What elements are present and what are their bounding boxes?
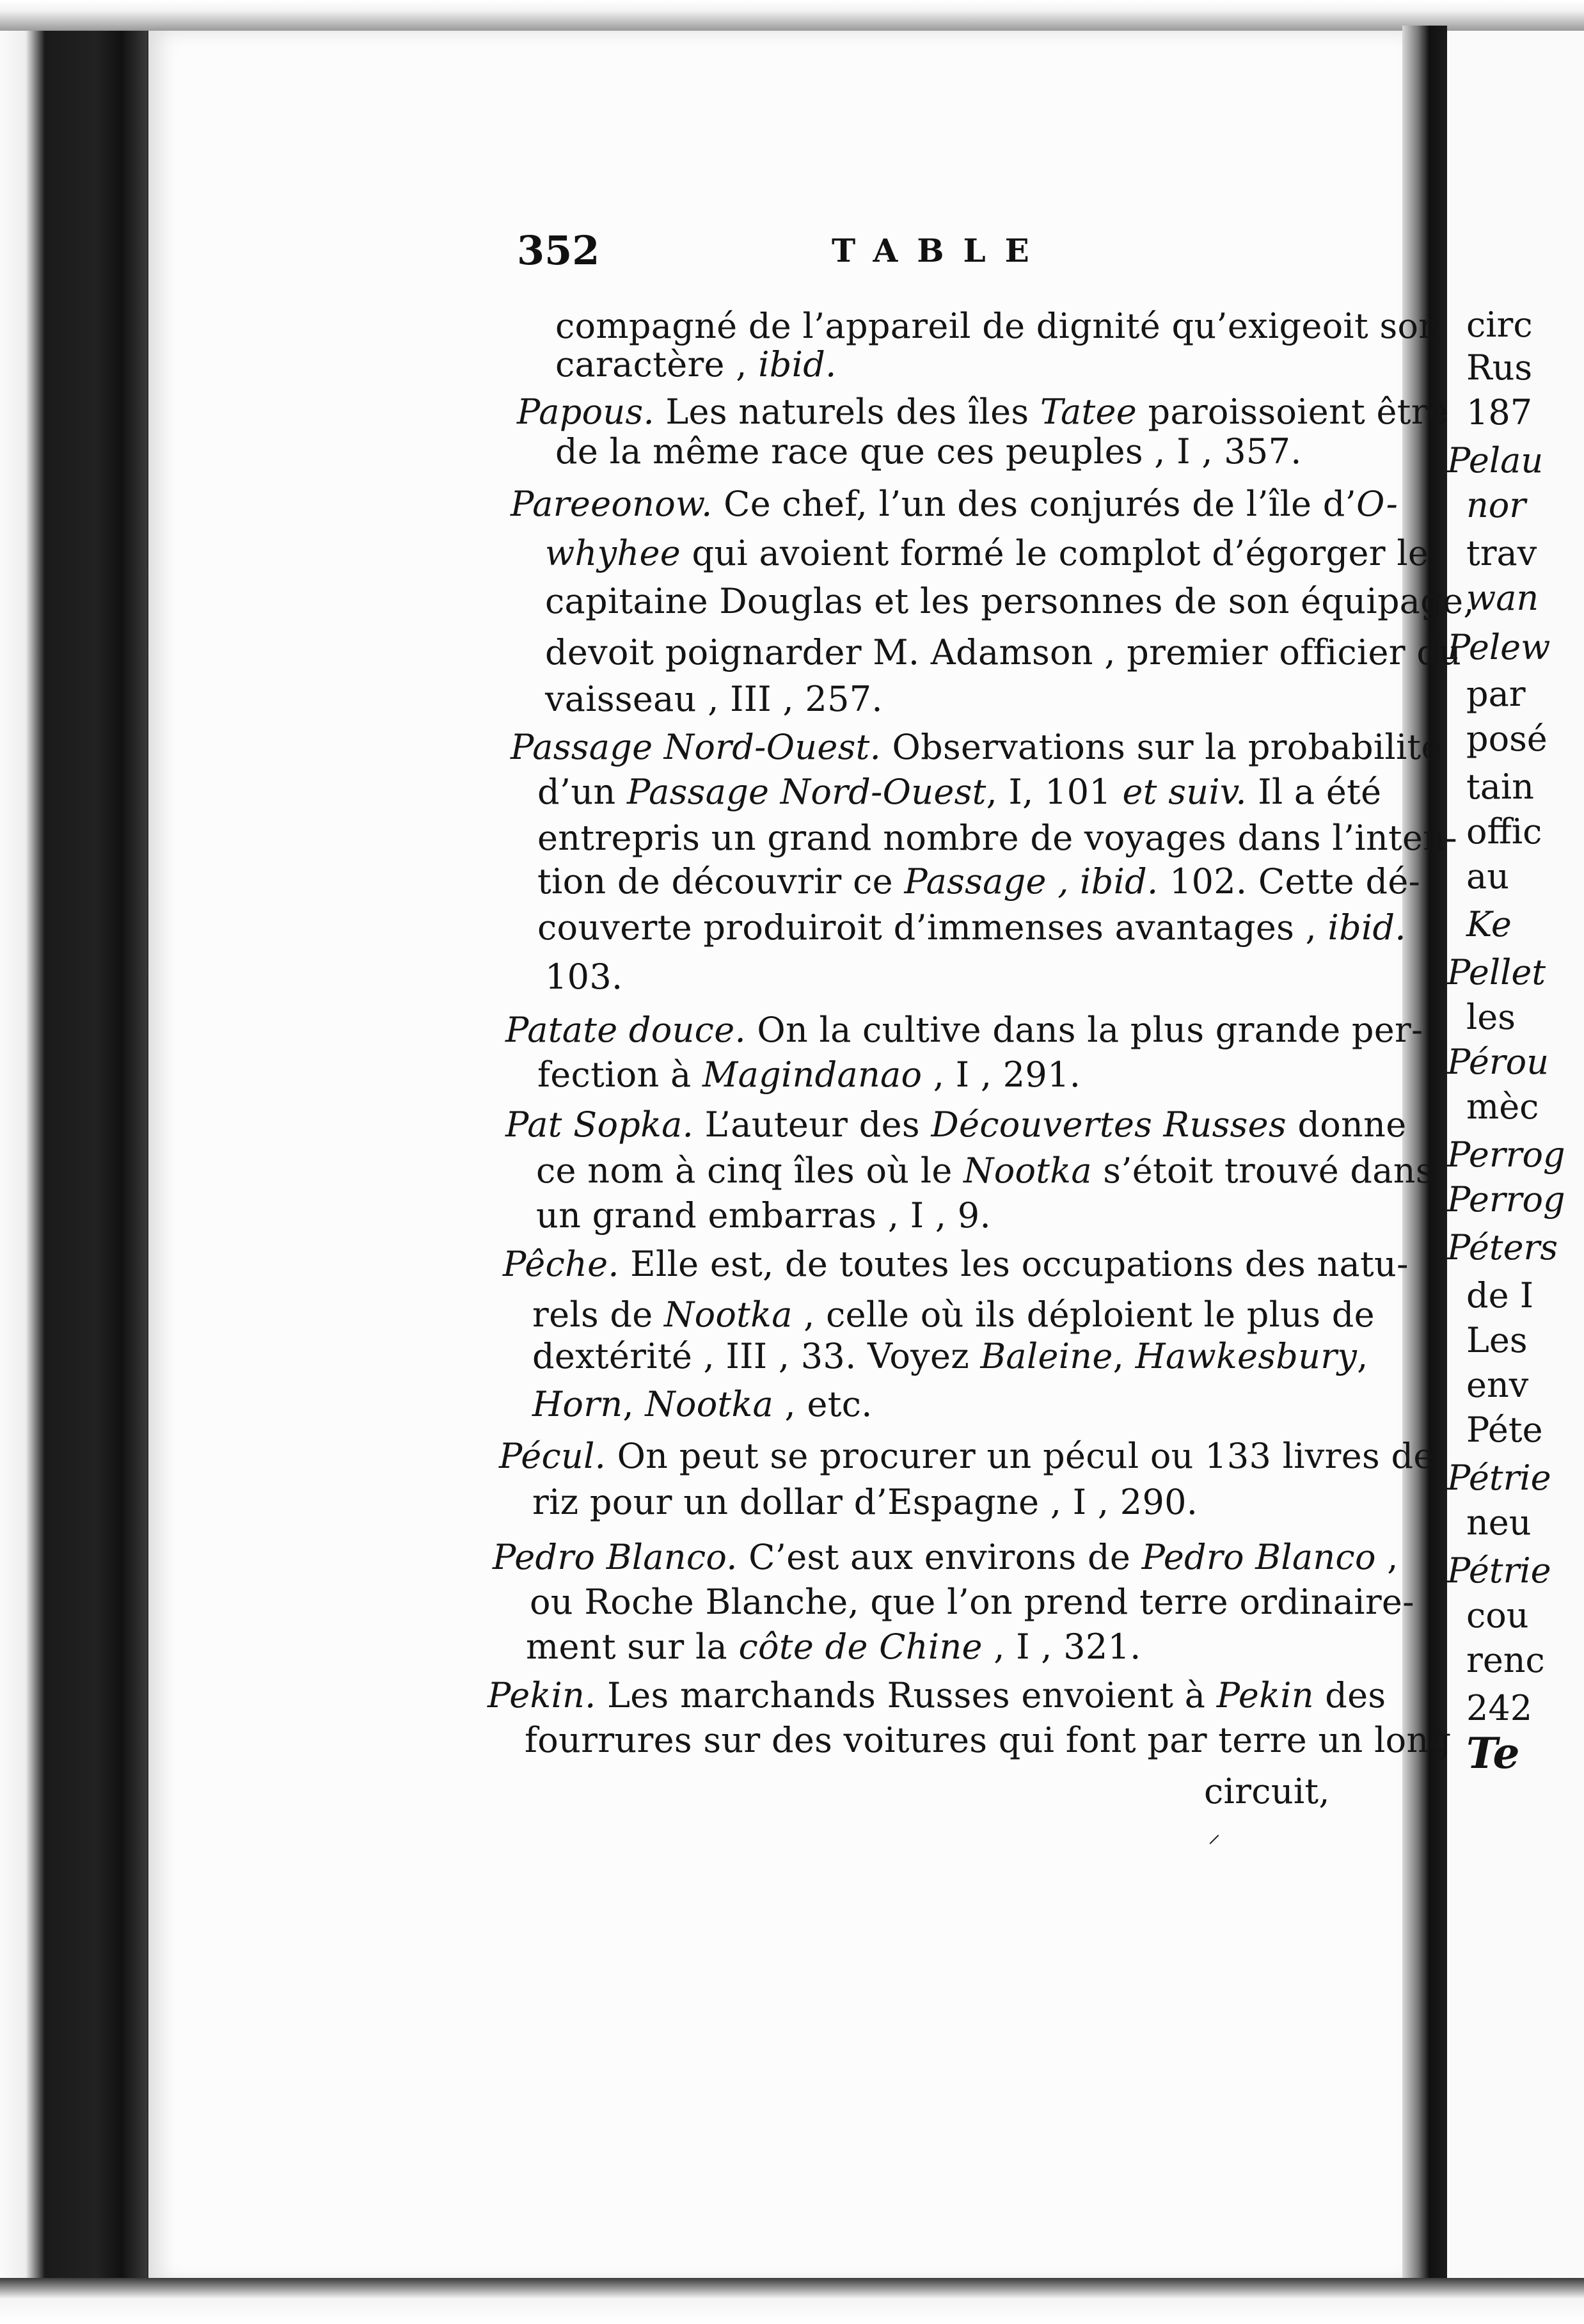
index-line (499, 1436, 1434, 1476)
index-line (532, 1336, 1368, 1376)
index-line (505, 1010, 1423, 1050)
roman-text: rels de (532, 1294, 665, 1335)
index-line (555, 346, 837, 384)
index-line (505, 1104, 1407, 1145)
index-line (537, 861, 1421, 902)
roman-text: un grand embarras , I , 9. (536, 1195, 991, 1236)
index-line (493, 1537, 1398, 1577)
italic-text: ibid. (1327, 907, 1406, 948)
facing-page-text: mèc (1466, 1086, 1539, 1127)
roman-text: fourrures sur des voitures qui font par terre un long (525, 1720, 1452, 1760)
roman-text: riz pour un dollar d’Espagne , I , 290. (532, 1482, 1198, 1522)
facing-page-text: 242 (1466, 1688, 1533, 1728)
italic-text: Papous. (517, 392, 654, 432)
index-line (530, 1582, 1414, 1622)
index-line (536, 1197, 991, 1235)
facing-page-text: nor (1466, 485, 1526, 525)
facing-page-text: Pétrie (1447, 1550, 1551, 1591)
italic-text: et suiv. (1122, 772, 1247, 812)
italic-text: O- (1356, 484, 1398, 524)
roman-text: compagné de l’appareil de dignité qu’exigeoit son (555, 306, 1441, 346)
facing-page-text: Pellet (1447, 952, 1546, 992)
roman-text: Les naturels des îles (654, 392, 1040, 432)
facing-page-text: circ (1466, 305, 1533, 345)
roman-text: paroissoient être (1136, 392, 1449, 432)
index-line (537, 818, 1457, 858)
italic-text: Passage Nord-Ouest (626, 772, 986, 812)
facing-page-text: wan (1466, 578, 1539, 618)
index-line (545, 680, 883, 719)
index-line (525, 1720, 1452, 1760)
roman-text: , etc. (773, 1384, 873, 1424)
roman-text: dextérité , III , 33. Voyez (532, 1336, 981, 1376)
italic-text: Baleine (980, 1336, 1113, 1376)
scan-binding-edge (0, 0, 147, 2324)
italic-text: Découvertes Russes (931, 1104, 1287, 1145)
facing-page-text: cou (1466, 1595, 1529, 1636)
facing-page-text: Péte (1466, 1410, 1543, 1450)
roman-text: L’auteur des (693, 1104, 931, 1145)
facing-page-text: env (1466, 1365, 1529, 1405)
roman-text: , (622, 1384, 645, 1424)
index-line (517, 392, 1449, 432)
italic-text: Pedro Blanco. (493, 1537, 738, 1577)
roman-text: s’étoit trouvé dans (1091, 1150, 1434, 1191)
facing-page-fragment (1447, 31, 1584, 2283)
facing-page-text: de I (1466, 1275, 1534, 1316)
italic-text: Nootka (963, 1150, 1092, 1191)
roman-text: On la cultive dans la plus grande per- (745, 1010, 1423, 1050)
ink-mark: ⸝ (1208, 1819, 1221, 1849)
roman-text: Il a été (1246, 772, 1382, 812)
italic-text: Pêche. (503, 1244, 619, 1284)
roman-text: des (1313, 1675, 1386, 1715)
facing-page-text: renc (1466, 1640, 1545, 1680)
facing-page-text: les (1466, 997, 1516, 1037)
facing-page-text: Pelew (1447, 627, 1551, 667)
facing-page-text: Perrog (1447, 1134, 1565, 1175)
roman-text: fection à (537, 1055, 702, 1095)
facing-page-text: trav (1466, 533, 1537, 573)
italic-text: Nootka (645, 1384, 774, 1424)
roman-text: , celle où ils déploient le plus de (792, 1294, 1375, 1335)
roman-text: de la même race que ces peuples , I , 357. (555, 431, 1302, 472)
facing-page-text: 187 (1466, 392, 1533, 433)
index-line (545, 581, 1475, 621)
italic-text: Pareeonow. (511, 484, 713, 524)
index-line (537, 907, 1406, 948)
roman-text: , (1113, 1336, 1136, 1376)
facing-page-text: au (1466, 856, 1509, 896)
italic-text: Horn (532, 1384, 623, 1424)
roman-text: Ce chef, l’un des conjurés de l’île d’ (712, 484, 1357, 524)
italic-text: côte de Chine (738, 1627, 983, 1667)
facing-page-text: offic (1466, 811, 1542, 852)
roman-text: ce nom à cinq îles où le (536, 1150, 964, 1191)
roman-text: capitaine Douglas et les personnes de son équipage, (545, 581, 1475, 621)
index-line (545, 632, 1462, 673)
index-line (532, 1483, 1198, 1522)
roman-text: tion de découvrir ce (537, 861, 905, 902)
index-line (487, 1675, 1386, 1715)
italic-text: Pekin (1216, 1675, 1314, 1715)
roman-text: , (1375, 1537, 1398, 1577)
italic-text: Passage Nord-Ouest. (511, 727, 882, 767)
facing-page-text: posé (1466, 719, 1548, 759)
italic-text: Pécul. (499, 1436, 606, 1476)
roman-text: ou Roche Blanche, que l’on prend terre ordinaire- (530, 1582, 1414, 1622)
facing-page-text: Les (1466, 1320, 1528, 1360)
italic-text: Tatee (1040, 392, 1137, 432)
facing-page-text: Rus (1466, 347, 1533, 388)
italic-text: Pat Sopka. (505, 1104, 694, 1145)
index-line (511, 727, 1442, 767)
roman-text: Observations sur la probabilité (881, 727, 1442, 767)
roman-text: circuit, (1204, 1771, 1330, 1811)
roman-text: d’un (537, 772, 627, 812)
facing-page-text: tain (1466, 767, 1534, 807)
roman-text: caractère , (555, 344, 759, 385)
index-line (537, 1056, 1081, 1094)
index-line (555, 433, 1302, 471)
roman-text: , (1357, 1336, 1368, 1376)
facing-page-text: par (1466, 674, 1526, 714)
roman-text: , I , 321. (982, 1627, 1141, 1667)
index-line (532, 1385, 873, 1424)
facing-page-text: neu (1466, 1502, 1532, 1543)
roman-text: vaisseau , III , 257. (545, 679, 883, 719)
roman-text: On peut se procurer un pécul ou 133 livres de (606, 1436, 1434, 1476)
index-line (545, 533, 1429, 573)
roman-text: Les marchands Russes envoient à (596, 1675, 1217, 1715)
scan-top-edge (0, 0, 1584, 31)
roman-text: devoit poignarder M. Adamson , premier officier du (545, 632, 1462, 673)
index-line (537, 772, 1382, 812)
running-head: TABLE (832, 232, 1049, 269)
facing-page-text: Perrog (1447, 1179, 1565, 1220)
italic-text: ibid. (758, 344, 837, 385)
italic-text: Pekin. (487, 1675, 596, 1715)
roman-text: couverte produiroit d’immenses avantages , (537, 907, 1328, 948)
italic-text: Passage , ibid. (904, 861, 1159, 902)
facing-page-text: Pérou (1447, 1042, 1549, 1082)
facing-page-text: Pelau (1447, 440, 1544, 481)
index-line (526, 1628, 1141, 1666)
roman-text: donne (1286, 1104, 1407, 1145)
italic-text: Patate douce. (505, 1010, 746, 1050)
roman-text: Elle est, de toutes les occupations des natu- (619, 1244, 1409, 1284)
index-line (532, 1294, 1375, 1335)
roman-text: , I, 101 (986, 772, 1123, 812)
facing-page-text: Pétrie (1447, 1458, 1551, 1498)
roman-text: 102. Cette dé- (1158, 861, 1421, 902)
scan-bottom-edge (0, 2278, 1584, 2324)
italic-text: Hawkesbury (1135, 1336, 1358, 1376)
roman-text: C’est aux environs de (737, 1537, 1142, 1577)
page-number: 352 (517, 227, 600, 274)
index-line (1204, 1772, 1330, 1811)
facing-page-text: Ke (1466, 904, 1512, 944)
italic-text: Pedro Blanco (1141, 1537, 1376, 1577)
roman-text: ment sur la (526, 1627, 739, 1667)
facing-page-text: Te (1466, 1728, 1520, 1778)
index-line (503, 1244, 1409, 1284)
italic-text: whyhee (545, 533, 681, 573)
index-line (536, 1150, 1434, 1191)
index-line (511, 484, 1398, 524)
index-line (545, 958, 622, 996)
italic-text: Magindanao (702, 1055, 923, 1095)
index-line (555, 306, 1441, 346)
roman-text: , I , 291. (922, 1055, 1081, 1095)
italic-text: Nootka (664, 1294, 793, 1335)
roman-text: entrepris un grand nombre de voyages dans l’inten- (537, 818, 1457, 858)
facing-page-text: Péters (1447, 1227, 1558, 1268)
roman-text: qui avoient formé le complot d’égorger le (681, 533, 1429, 573)
roman-text: 103. (545, 957, 623, 997)
